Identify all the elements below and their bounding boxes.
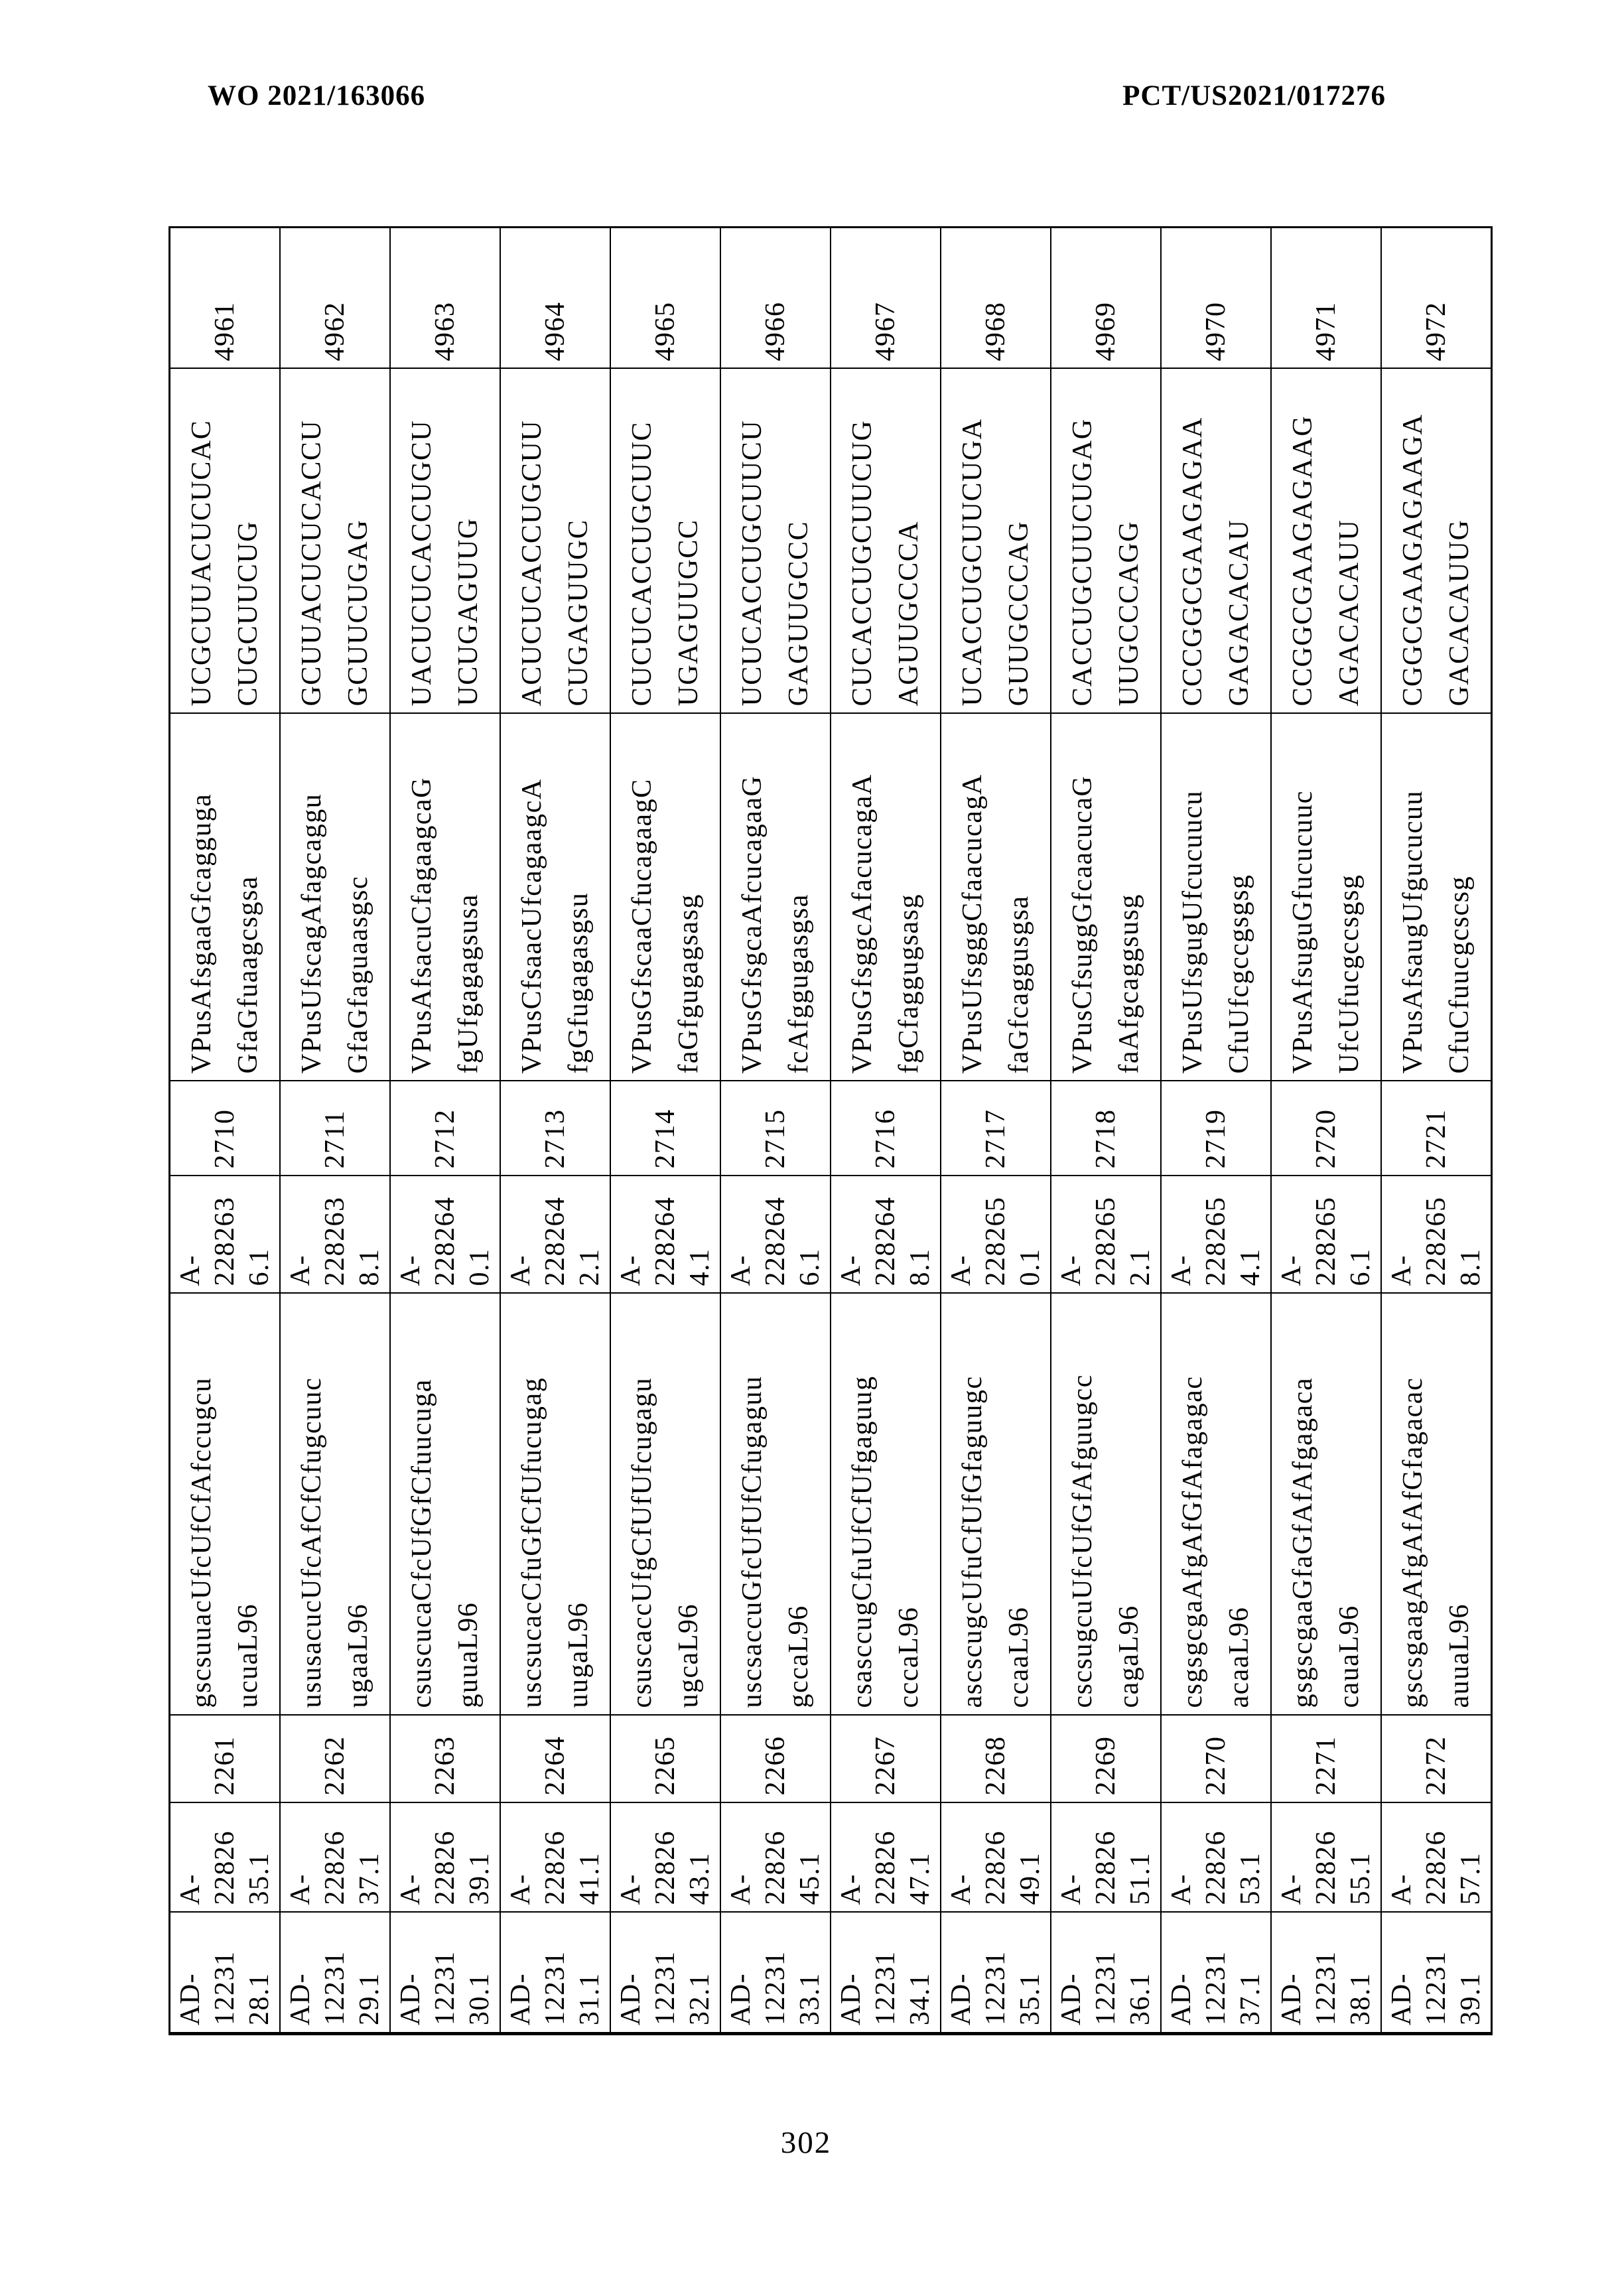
sirna-sequence-table bbox=[168, 226, 1493, 2035]
duplex-name-cell: AD- 12231 35.1 bbox=[941, 1913, 1051, 2034]
sense-seq-id-cell: 2264 bbox=[500, 1716, 610, 1803]
sense-sequence-cell: csgsgcgaAfgAfGfAfagagac acaaL96 bbox=[1161, 1294, 1271, 1716]
sense-sequence-cell: uscsaccuGfcUfUfCfugaguu gccaL96 bbox=[720, 1294, 831, 1716]
mrna-seq-id-cell: 4962 bbox=[280, 228, 390, 369]
table-row bbox=[941, 228, 1051, 2034]
table-row bbox=[500, 228, 610, 2034]
sequence-table-body bbox=[170, 228, 1492, 2034]
sense-oligo-name-cell: A- 22826 55.1 bbox=[1271, 1803, 1381, 1913]
mrna-seq-id-cell: 4965 bbox=[610, 228, 720, 369]
mrna-sequence-cell: CUCACCUGCUUCUG AGUUGCCCA bbox=[831, 369, 941, 714]
sense-sequence-cell: gscsgaagAfgAfAfGfagacac auuaL96 bbox=[1381, 1294, 1492, 1716]
antisense-oligo-name-cell: A- 228264 2.1 bbox=[500, 1176, 610, 1294]
sense-oligo-name-cell: A- 22826 51.1 bbox=[1051, 1803, 1161, 1913]
mrna-seq-id-cell: 4972 bbox=[1381, 228, 1492, 369]
duplex-name-cell: AD- 12231 30.1 bbox=[390, 1913, 500, 2034]
antisense-sequence-cell: VPusAfsgaaGfcagguga GfaGfuaagcsgsa bbox=[170, 714, 281, 1081]
sense-sequence-cell: gscsuuacUfcUfCfAfccugcu ucuaL96 bbox=[170, 1294, 281, 1716]
mrna-seq-id-cell: 4961 bbox=[170, 228, 281, 369]
antisense-oligo-name-cell: A- 228265 8.1 bbox=[1381, 1176, 1492, 1294]
antisense-sequence-cell: VPusUfscagAfagcaggu GfaGfaguaasgsc bbox=[280, 714, 390, 1081]
antisense-sequence-cell: VPusAfsacuCfagaagcaG fgUfgagagsusa bbox=[390, 714, 500, 1081]
table-row bbox=[390, 228, 500, 2034]
sense-oligo-name-cell: A- 22826 57.1 bbox=[1381, 1803, 1492, 1913]
antisense-sequence-cell: VPusAfsaugUfgucucuu CfuCfuucgcscsg bbox=[1381, 714, 1492, 1081]
table-row bbox=[170, 228, 281, 2034]
antisense-seq-id-cell: 2720 bbox=[1271, 1081, 1381, 1176]
sense-oligo-name-cell: A- 22826 35.1 bbox=[170, 1803, 281, 1913]
sense-oligo-name-cell: A- 22826 53.1 bbox=[1161, 1803, 1271, 1913]
antisense-seq-id-cell: 2714 bbox=[610, 1081, 720, 1176]
mrna-seq-id-cell: 4963 bbox=[390, 228, 500, 369]
sense-sequence-cell: ascscugcUfuCfUfGfaguugc ccaaL96 bbox=[941, 1294, 1051, 1716]
sense-seq-id-cell: 2263 bbox=[390, 1716, 500, 1803]
sense-oligo-name-cell: A- 22826 45.1 bbox=[720, 1803, 831, 1913]
antisense-seq-id-cell: 2717 bbox=[941, 1081, 1051, 1176]
mrna-sequence-cell: GCUUACUCUCACCU GCUUCUGAG bbox=[280, 369, 390, 714]
duplex-name-cell: AD- 12231 36.1 bbox=[1051, 1913, 1161, 2034]
antisense-oligo-name-cell: A- 228263 6.1 bbox=[170, 1176, 281, 1294]
sense-oligo-name-cell: A- 22826 37.1 bbox=[280, 1803, 390, 1913]
antisense-oligo-name-cell: A- 228264 4.1 bbox=[610, 1176, 720, 1294]
sense-seq-id-cell: 2266 bbox=[720, 1716, 831, 1803]
sense-oligo-name-cell: A- 22826 43.1 bbox=[610, 1803, 720, 1913]
antisense-oligo-name-cell: A- 228265 0.1 bbox=[941, 1176, 1051, 1294]
antisense-seq-id-cell: 2716 bbox=[831, 1081, 941, 1176]
antisense-sequence-cell: VPusUfsgggCfaacucagA faGfcaggusgsa bbox=[941, 714, 1051, 1081]
antisense-oligo-name-cell: A- 228265 6.1 bbox=[1271, 1176, 1381, 1294]
table-row bbox=[1051, 228, 1161, 2034]
antisense-seq-id-cell: 2710 bbox=[170, 1081, 281, 1176]
antisense-seq-id-cell: 2712 bbox=[390, 1081, 500, 1176]
duplex-name-cell: AD- 12231 29.1 bbox=[280, 1913, 390, 2034]
table-row bbox=[610, 228, 720, 2034]
duplex-name-cell: AD- 12231 34.1 bbox=[831, 1913, 941, 2034]
sense-oligo-name-cell: A- 22826 39.1 bbox=[390, 1803, 500, 1913]
antisense-oligo-name-cell: A- 228264 8.1 bbox=[831, 1176, 941, 1294]
sense-oligo-name-cell: A- 22826 41.1 bbox=[500, 1803, 610, 1913]
antisense-seq-id-cell: 2711 bbox=[280, 1081, 390, 1176]
antisense-sequence-cell: VPusGfsggcAfacucagaA fgCfaggugsasg bbox=[831, 714, 941, 1081]
table-row bbox=[280, 228, 390, 2034]
sense-seq-id-cell: 2270 bbox=[1161, 1716, 1271, 1803]
antisense-sequence-cell: VPusUfsgugUfcucuucu CfuUfcgccgsgsg bbox=[1161, 714, 1271, 1081]
sense-sequence-cell: csasccugCfuUfCfUfgaguug cccaL96 bbox=[831, 1294, 941, 1716]
mrna-seq-id-cell: 4970 bbox=[1161, 228, 1271, 369]
mrna-seq-id-cell: 4964 bbox=[500, 228, 610, 369]
sense-sequence-cell: csuscaccUfgCfUfUfcugagu ugcaL96 bbox=[610, 1294, 720, 1716]
application-number: PCT/US2021/017276 bbox=[1122, 80, 1386, 111]
antisense-sequence-cell: VPusGfsgcaAfcucagaaG fcAfggugasgsa bbox=[720, 714, 831, 1081]
rotated-sequence-table bbox=[168, 229, 1486, 2035]
sense-seq-id-cell: 2272 bbox=[1381, 1716, 1492, 1803]
antisense-seq-id-cell: 2715 bbox=[720, 1081, 831, 1176]
sense-seq-id-cell: 2268 bbox=[941, 1716, 1051, 1803]
antisense-oligo-name-cell: A- 228265 4.1 bbox=[1161, 1176, 1271, 1294]
antisense-oligo-name-cell: A- 228264 6.1 bbox=[720, 1176, 831, 1294]
table-row bbox=[1161, 228, 1271, 2034]
sense-oligo-name-cell: A- 22826 49.1 bbox=[941, 1803, 1051, 1913]
antisense-seq-id-cell: 2713 bbox=[500, 1081, 610, 1176]
antisense-sequence-cell: VPusAfsuguGfucucuuc UfcUfucgccsgsg bbox=[1271, 714, 1381, 1081]
table-row bbox=[831, 228, 941, 2034]
table-row bbox=[1271, 228, 1381, 2034]
mrna-sequence-cell: UCGCUUACUCUCAC CUGCUUCUG bbox=[170, 369, 281, 714]
antisense-seq-id-cell: 2719 bbox=[1161, 1081, 1271, 1176]
duplex-name-cell: AD- 12231 28.1 bbox=[170, 1913, 281, 2034]
sense-seq-id-cell: 2269 bbox=[1051, 1716, 1161, 1803]
antisense-sequence-cell: VPusCfsaacUfcagaagcA fgGfugagasgsu bbox=[500, 714, 610, 1081]
mrna-sequence-cell: ACUCUCACCUGCUU CUGAGUUGC bbox=[500, 369, 610, 714]
antisense-sequence-cell: VPusGfscaaCfucagaagC faGfgugagsasg bbox=[610, 714, 720, 1081]
mrna-seq-id-cell: 4968 bbox=[941, 228, 1051, 369]
sense-seq-id-cell: 2261 bbox=[170, 1716, 281, 1803]
page-number: 302 bbox=[780, 2126, 832, 2160]
mrna-sequence-cell: UACUCUCACCUGCU UCUGAGUUG bbox=[390, 369, 500, 714]
duplex-name-cell: AD- 12231 31.1 bbox=[500, 1913, 610, 2034]
duplex-name-cell: AD- 12231 38.1 bbox=[1271, 1913, 1381, 2034]
sense-sequence-cell: uscsucacCfuGfCfUfucugag uugaL96 bbox=[500, 1294, 610, 1716]
sense-sequence-cell: csuscucaCfcUfGfCfuucuga guuaL96 bbox=[390, 1294, 500, 1716]
mrna-sequence-cell: CUCUCACCUGCUUC UGAGUUGCC bbox=[610, 369, 720, 714]
antisense-seq-id-cell: 2718 bbox=[1051, 1081, 1161, 1176]
antisense-seq-id-cell: 2721 bbox=[1381, 1081, 1492, 1176]
sense-seq-id-cell: 2265 bbox=[610, 1716, 720, 1803]
duplex-name-cell: AD- 12231 33.1 bbox=[720, 1913, 831, 2034]
sense-oligo-name-cell: A- 22826 47.1 bbox=[831, 1803, 941, 1913]
mrna-sequence-cell: UCACCUGCUUCUGA GUUGCCCAG bbox=[941, 369, 1051, 714]
sense-seq-id-cell: 2262 bbox=[280, 1716, 390, 1803]
mrna-sequence-cell: CGGCGAAGAGAAGA GACACAUUG bbox=[1381, 369, 1492, 714]
sense-sequence-cell: cscsugcuUfcUfGfAfguugcc cagaL96 bbox=[1051, 1294, 1161, 1716]
sense-sequence-cell: gsgscgaaGfaGfAfAfgagaca cauaL96 bbox=[1271, 1294, 1381, 1716]
sense-seq-id-cell: 2267 bbox=[831, 1716, 941, 1803]
sense-sequence-cell: ususacucUfcAfCfCfugcuuc ugaaL96 bbox=[280, 1294, 390, 1716]
antisense-oligo-name-cell: A- 228264 0.1 bbox=[390, 1176, 500, 1294]
duplex-name-cell: AD- 12231 37.1 bbox=[1161, 1913, 1271, 2034]
mrna-sequence-cell: CACCUGCUUCUGAG UUGCCCAGG bbox=[1051, 369, 1161, 714]
mrna-seq-id-cell: 4971 bbox=[1271, 228, 1381, 369]
mrna-seq-id-cell: 4966 bbox=[720, 228, 831, 369]
duplex-name-cell: AD- 12231 39.1 bbox=[1381, 1913, 1492, 2034]
sense-seq-id-cell: 2271 bbox=[1271, 1716, 1381, 1803]
table-row bbox=[1381, 228, 1492, 2034]
antisense-oligo-name-cell: A- 228265 2.1 bbox=[1051, 1176, 1161, 1294]
mrna-seq-id-cell: 4969 bbox=[1051, 228, 1161, 369]
mrna-sequence-cell: UCUCACCUGCUUCU GAGUUGCCC bbox=[720, 369, 831, 714]
mrna-sequence-cell: CCCGGCGAAGAGAA GAGACACAU bbox=[1161, 369, 1271, 714]
duplex-name-cell: AD- 12231 32.1 bbox=[610, 1913, 720, 2034]
mrna-seq-id-cell: 4967 bbox=[831, 228, 941, 369]
mrna-sequence-cell: CCGGCGAAGAGAAG AGACACAUU bbox=[1271, 369, 1381, 714]
antisense-sequence-cell: VPusCfsuggGfcaacucaG faAfgcaggsusg bbox=[1051, 714, 1161, 1081]
table-row bbox=[720, 228, 831, 2034]
antisense-oligo-name-cell: A- 228263 8.1 bbox=[280, 1176, 390, 1294]
publication-number: WO 2021/163066 bbox=[208, 80, 426, 111]
